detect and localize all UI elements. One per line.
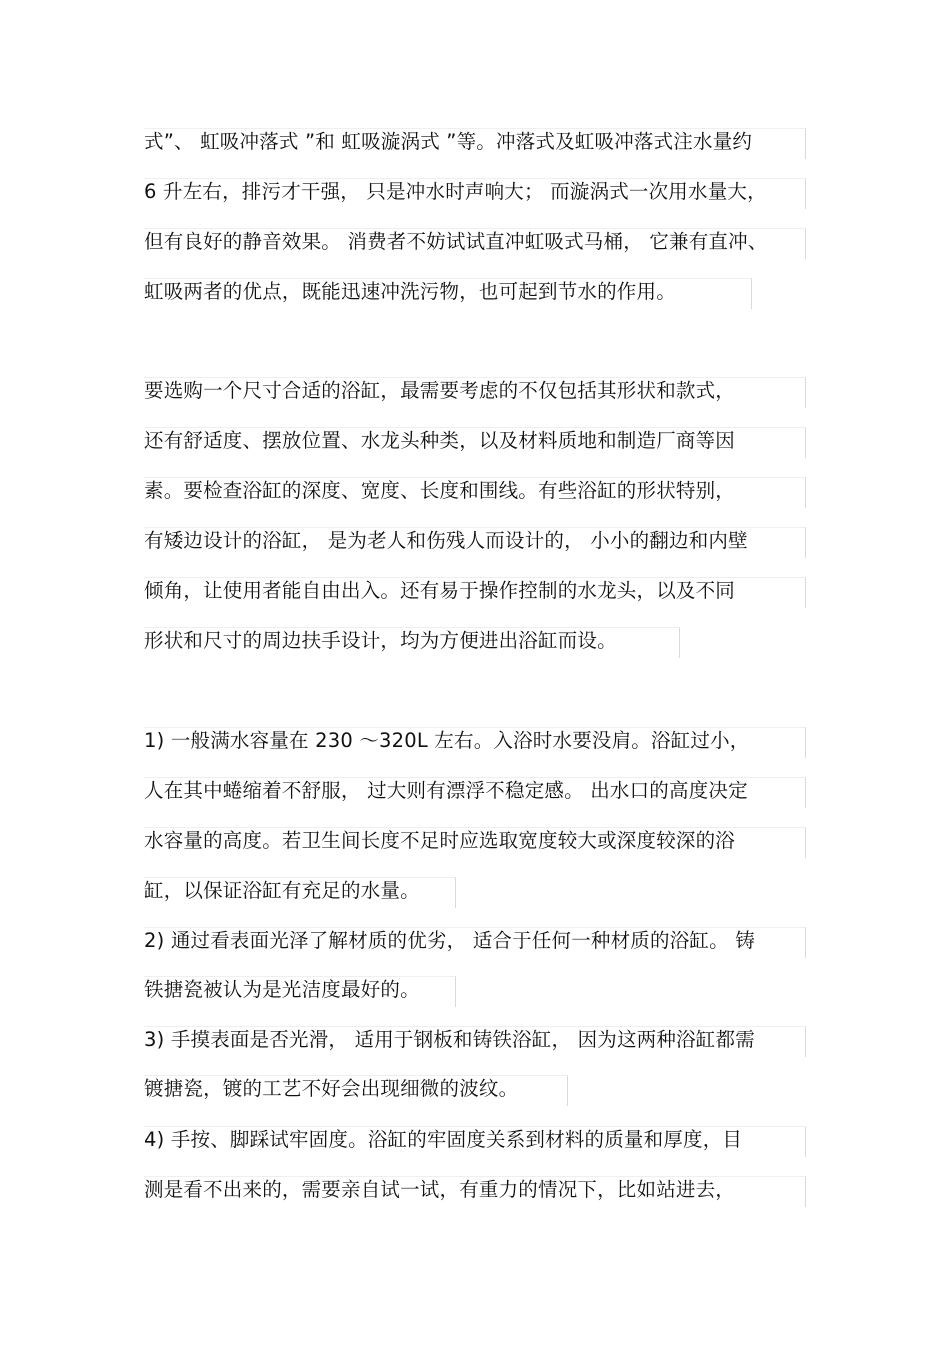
text-line: 人在其中蜷缩着不舒服， 过大则有漂浮不稳定感。 出水口的高度决定 xyxy=(144,779,748,802)
text-line: 3) 手摸表面是否光滑， 适用于钢板和铸铁浴缸， 因为这两种浴缸都需 xyxy=(144,1028,755,1051)
text-line: 镀搪瓷，镀的工艺不好会出现细微的波纹。 xyxy=(144,1077,519,1100)
text-line: 缸，以保证浴缸有充足的水量。 xyxy=(144,879,420,902)
text-line: 铁搪瓷被认为是光洁度最好的。 xyxy=(144,978,420,1001)
text-line: 6 升左右，排污才干强， 只是冲水时声响大； 而漩涡式一次用水量大， xyxy=(144,180,767,203)
text-line: 测是看不出来的，需要亲自试一试，有重力的情况下，比如站进去， xyxy=(144,1178,736,1201)
text-line: 有矮边设计的浴缸， 是为老人和伤残人而设计的， 小小的翻边和内壁 xyxy=(144,529,748,552)
text-line: 形状和尺寸的周边扶手设计，均为方便进出浴缸而设。 xyxy=(144,629,617,652)
text-line: 式”、 虹吸冲落式 ”和 虹吸漩涡式 ”等。冲落式及虹吸冲落式注水量约 xyxy=(144,130,753,153)
text-line: 1) 一般满水容量在 230 ～320L 左右。入浴时水要没肩。浴缸过小， xyxy=(144,729,750,752)
text-line: 倾角，让使用者能自由出入。还有易于操作控制的水龙头，以及不同 xyxy=(144,579,736,602)
text-line: 4) 手按、脚踩试牢固度。浴缸的牢固度关系到材料的质量和厚度，目 xyxy=(144,1128,743,1151)
text-line: 素。要检查浴缸的深度、宽度、长度和围线。有些浴缸的形状特别， xyxy=(144,479,736,502)
text-line: 但有良好的静音效果。 消费者不妨试试直冲虹吸式马桶， 它兼有直冲、 xyxy=(144,230,768,253)
text-line: 要选购一个尺寸合适的浴缸，最需要考虑的不仅包括其形状和款式， xyxy=(144,379,736,402)
text-line: 还有舒适度、摆放位置、水龙头种类，以及材料质地和制造厂商等因 xyxy=(144,429,736,452)
text-line: 2) 通过看表面光泽了解材质的优劣， 适合于任何一种材质的浴缸。 铸 xyxy=(144,929,755,952)
text-line: 虹吸两者的优点，既能迅速冲洗污物，也可起到节水的作用。 xyxy=(144,280,676,303)
text-line: 水容量的高度。若卫生间长度不足时应选取宽度较大或深度较深的浴 xyxy=(144,829,736,852)
